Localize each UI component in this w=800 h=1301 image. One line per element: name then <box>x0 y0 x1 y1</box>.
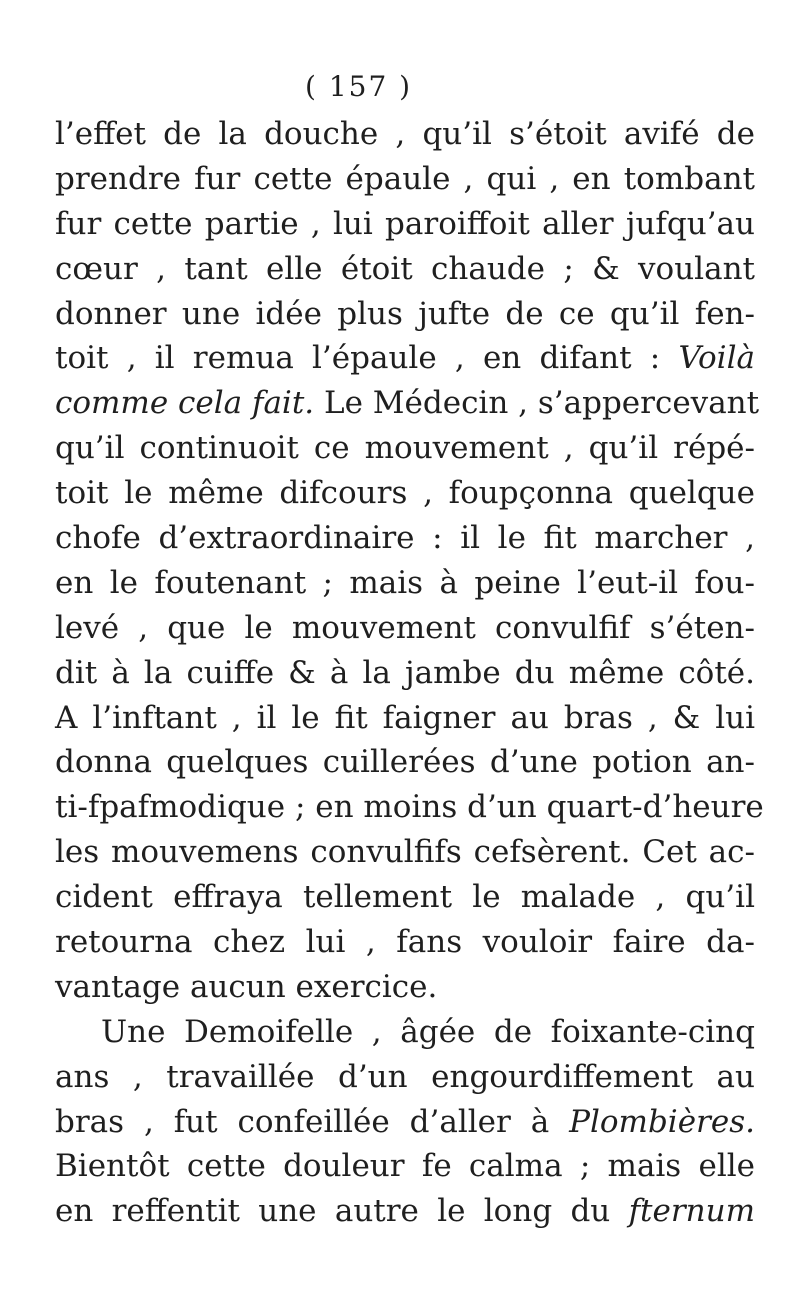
text-run: les mouvemens convulfifs cefsèrent. Cet ac- <box>55 834 755 871</box>
text-run: vantage aucun exercice. <box>55 968 438 1005</box>
text-line <box>55 247 755 292</box>
text-line <box>55 785 764 830</box>
text-line <box>55 202 755 247</box>
text-run: cident effraya tellement le malade , qu’il <box>55 879 755 916</box>
text-run: qu’il continuoit ce mouvement , qu’il répé- <box>55 430 755 467</box>
text-line <box>55 1055 755 1100</box>
text-line <box>55 112 755 157</box>
text-line <box>55 965 755 1010</box>
text-run: bras , fut confeillée d’aller à <box>55 1103 570 1140</box>
body-text <box>55 112 764 1234</box>
text-line <box>55 920 755 965</box>
text-line <box>55 606 755 651</box>
text-line <box>55 1189 755 1234</box>
text-run: ti-fpafmodique ; en moins d’un quart-d’heure <box>55 789 764 826</box>
italic-text: fternum <box>628 1193 755 1230</box>
text-run: ans , travaillée d’un engourdiffement au <box>55 1058 755 1095</box>
text-line <box>55 381 760 426</box>
italic-text: Voilà <box>678 340 755 377</box>
text-run: retourna chez lui , fans vouloir faire da- <box>55 924 755 961</box>
text-line <box>55 1010 755 1055</box>
text-run: A l’inftant , il le fit faigner au bras , & lui <box>55 699 755 736</box>
text-run: toit le même difcours , foupçonna quelque <box>55 475 755 512</box>
text-run: prendre fur cette épaule , qui , en tombant <box>55 160 755 197</box>
text-run: donner une idée plus jufte de ce qu’il fen- <box>55 295 755 332</box>
text-line <box>55 875 755 920</box>
text-run: Le Médecin , s’appercevant <box>314 385 760 422</box>
text-line <box>55 471 755 516</box>
text-run: donna quelques cuillerées d’une potion an- <box>55 744 755 781</box>
page-number: ( 157 ) <box>305 70 413 103</box>
text-run: cœur , tant elle étoit chaude ; & voulant <box>55 250 755 287</box>
text-run: chofe d’extraordinaire : il le fit marcher , <box>55 520 755 557</box>
text-line <box>55 1144 755 1189</box>
text-run: en le foutenant ; mais à peine l’eut-il fou- <box>55 564 755 601</box>
text-line <box>55 292 755 337</box>
text-line <box>55 426 755 471</box>
text-run: dit à la cuiffe & à la jambe du même côté. <box>55 654 755 691</box>
italic-text: Plombières. <box>569 1103 755 1140</box>
text-run: levé , que le mouvement convulfif s’éten- <box>55 609 755 646</box>
text-run: en reffentit une autre le long du <box>55 1193 629 1230</box>
text-line <box>55 516 755 561</box>
text-line <box>55 561 755 606</box>
text-line <box>55 740 755 785</box>
text-run: toit , il remua l’épaule , en difant : <box>55 340 679 377</box>
text-line <box>55 830 755 875</box>
text-line <box>55 696 755 741</box>
text-run: Bientôt cette douleur fe calma ; mais elle <box>55 1148 755 1185</box>
text-line <box>55 336 755 381</box>
text-line <box>55 157 755 202</box>
text-run: fur cette partie , lui paroiffoit aller jufqu’au <box>55 205 755 242</box>
text-run: Une Demoifelle , âgée de foixante-cinq <box>101 1013 755 1050</box>
italic-text: comme cela fait. <box>55 385 315 422</box>
text-line <box>55 651 755 696</box>
text-run: l’effet de la douche , qu’il s’étoit avifé de <box>55 116 755 152</box>
text-line <box>55 1100 755 1145</box>
